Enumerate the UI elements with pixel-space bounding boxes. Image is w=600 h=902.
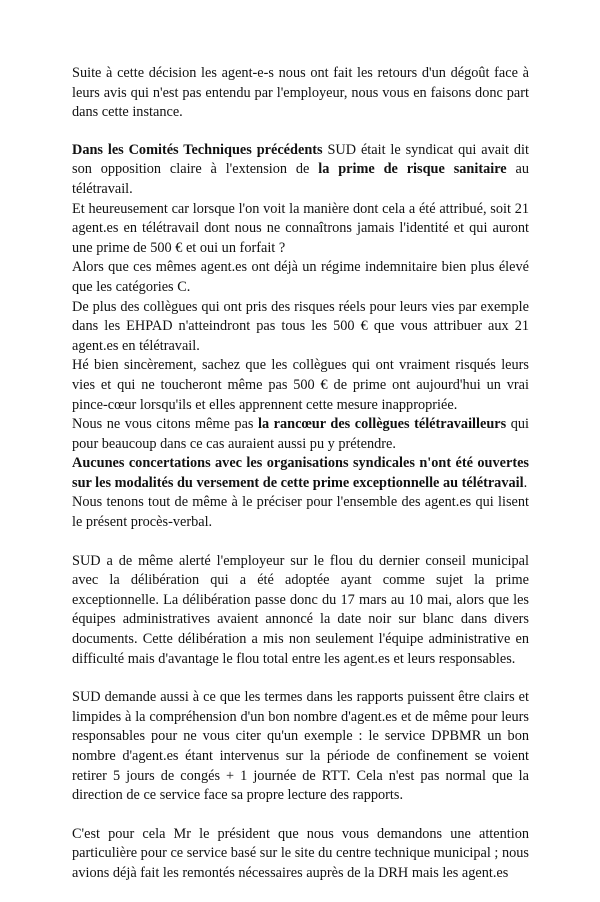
bold-comites-techniques: Dans les Comités Techniques précédents [72, 141, 323, 158]
sentence-ehpad: De plus des collègues qui ont pris des risques réels pour leurs vies par exemple dans les EHPAD n'atteindront pas tous les 500 € que vous attribuer aux 21 agent.es en télétravail. [72, 298, 529, 354]
bold-concertations: Aucunes concertations avec les organisations syndicales n'ont été ouvertes sur les modalités du versement de cette prime exceptionnelle au télétravail [72, 455, 529, 491]
paragraph-decision-feedback: Suite à cette décision les agent-e-s nous ont fait les retours d'un dégoût face à leurs avis qui n'est pas entendu par l'employeur, nous vous en faisons donc part dans cette instance. [72, 65, 529, 121]
bold-rancoeur: la rancœur des collègues télétravailleurs [258, 416, 507, 433]
bold-prime-risque: la prime de risque sanitaire [318, 161, 507, 178]
sentence-rancoeur: Nous ne vous citons même pas la rancœur des collègues télétravailleurs qui pour beaucoup dans ce cas auraient aussi pu y prétendre. [72, 416, 530, 452]
paragraph-prime-risque [72, 141, 529, 533]
sentence-regime-indemnitaire: Alors que ces mêmes agent.es ont déjà un régime indemnitaire bien plus élevé que les catégories C. [72, 259, 529, 295]
sentence-pince-coeur: Hé bien sincèrement, sachez que les collègues qui ont vraiment risqués leurs vies et qui ne toucheront même pas 500 € de prime ont aujourd'hui un vrai pince-cœur lorsqu'ils et elles apprennent cette mesure inappropriée. [72, 357, 529, 413]
sentence-concertations: Aucunes concertations avec les organisations syndicales n'ont été ouvertes sur les modalités du versement de cette prime exceptionnelle au télétravail. [72, 455, 529, 491]
sentence-proces-verbal: Nous tenons tout de même à le préciser pour l'ensemble des agent.es qui lisent le présent procès-verbal. [72, 494, 529, 531]
paragraph-attention-particuliere: C'est pour cela Mr le président que nous vous demandons une attention particulière pour ce service basé sur le site du centre technique municipal ; nous avions déjà fait les remontés nécessaires auprès de la DRH mais les agent.es [72, 825, 529, 881]
paragraph-termes-rapports: SUD demande aussi à ce que les termes dans les rapports puissent être clairs et limpides à la compréhension d'un bon nombre d'agent.es et de même pour leurs responsables pour ne vous citer qu'un exemple : le service DPBMR un bon nombre d'agent.es étant intervenus sur la période de confinement se voient retirer 5 jours de congés + 1 journée de RTT. Cela n'est pas normal que la direction de ce service face sa propre lecture des rapports. [72, 689, 529, 804]
sentence-comites-techniques: Dans les Comités Techniques précédents SUD était le syndicat qui avait dit son opposition claire à l'extension de la prime de risque sanitaire au télétravail. [72, 141, 529, 197]
sentence-attribution: Et heureusement car lorsque l'on voit la manière dont cela a été attribué, soit 21 agent.es en télétravail dont nous ne connaîtrons jamais l'identité et qui auront une prime de 500 € et oui un forfait ? [72, 200, 529, 256]
paragraph-conseil-municipal: SUD a de même alerté l'employeur sur le flou du dernier conseil municipal avec la délibération qui a été adoptée ayant comme sujet la prime exceptionnelle. La délibération passe donc du 17 mars au 10 mai, alors que les équipes administratives avaient annoncé la date noir sur blanc dans divers documents. Cette délibération a mis non seulement l'équipe administrative en difficulté mais d'avantage le flou total entre les agent.es et leurs responsables. [72, 552, 529, 667]
document-page [72, 64, 529, 902]
